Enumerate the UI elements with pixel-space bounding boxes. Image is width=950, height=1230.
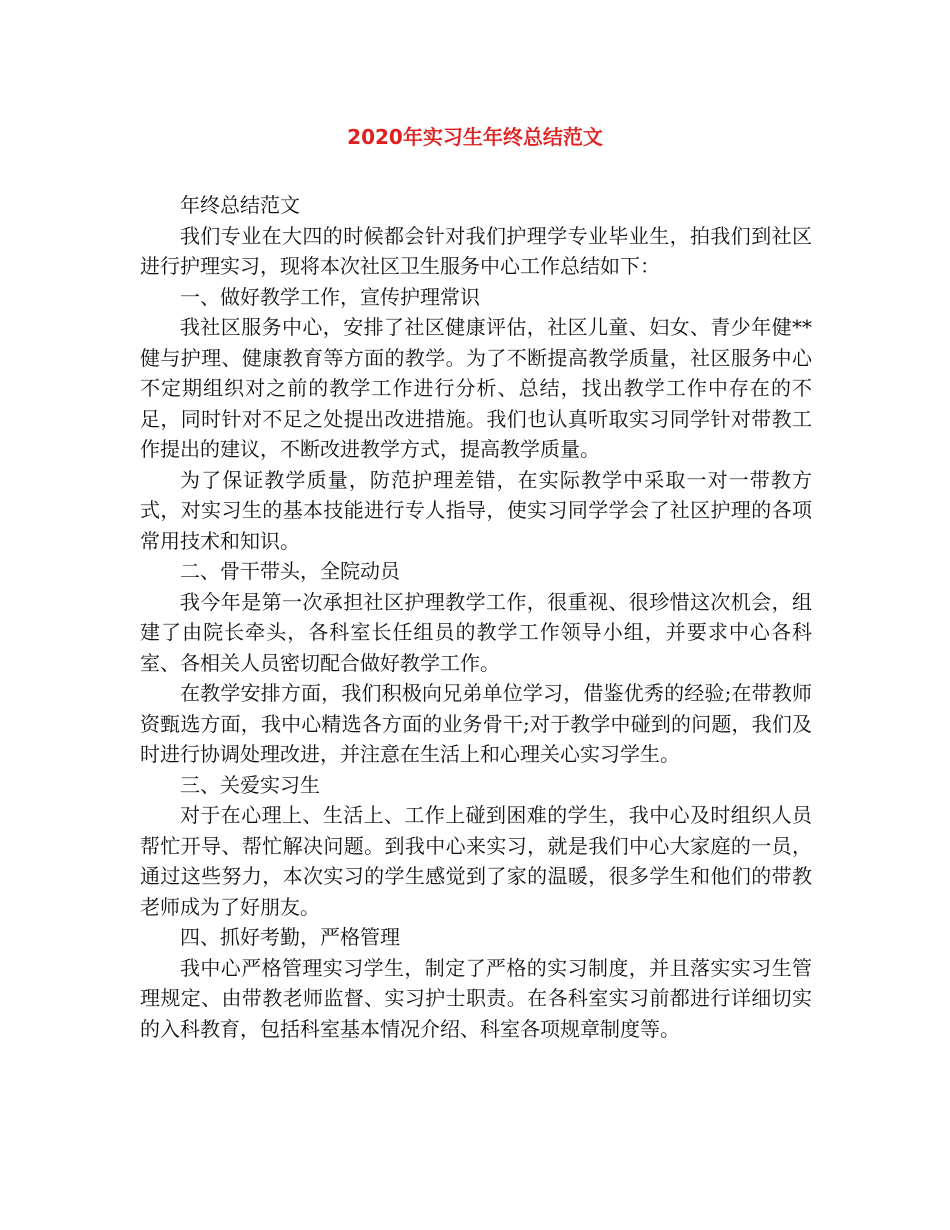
section-heading-1: 一、做好教学工作，宣传护理常识 (180, 284, 480, 309)
paragraph-management: 我中心严格管理实习学生，制定了严格的实习制度，并且落实实习生管理规定、由带教老师监督、实习护士职责。在各科室实习前都进行详细切实的入科教育，包括科室基本情况介绍、科室各项规章制度等。 (140, 955, 812, 1041)
paragraph-heading-summary: 年终总结范文 (180, 193, 300, 217)
paragraph-leadership: 我今年是第一次承担社区护理教学工作，很重视、很珍惜这次机会，组建了由院长牵头，各科室长任组员的教学工作领导小组，并要求中心各科室、各相关人员密切配合做好教学工作。 (140, 589, 812, 675)
paragraph-teaching: 我社区服务中心，安排了社区健康评估，社区儿童、妇女、青少年健**健与护理、健康教育等方面的教学。为了不断提高教学质量，社区服务中心不定期组织对之前的教学工作进行分析、总结，找出教学工作中存在的不足，同时针对不足之处提出改进措施。我们也认真听取实习同学针对带教工作提出的建议，不断改进教学方式，提高教学质量。 (140, 315, 812, 461)
paragraph-arrangement: 在教学安排方面，我们积极向兄弟单位学习，借鉴优秀的经验;在带教师资甄选方面，我中心精选各方面的业务骨干;对于教学中碰到的问题，我们及时进行协调处理改进，并注意在生活上和心理关心实习学生。 (140, 681, 812, 766)
document-title: 2020年实习生年终总结范文 (347, 125, 603, 149)
section-heading-2: 二、骨干带头，全院动员 (180, 559, 400, 583)
paragraph-care: 对于在心理上、生活上、工作上碰到困难的学生，我中心及时组织人员帮忙开导、帮忙解决问题。到我中心来实习，就是我们中心大家庭的一员，通过这些努力，本次实习的学生感觉到了家的温暖，很多学生和他们的带教老师成为了好朋友。 (140, 803, 812, 919)
section-heading-4: 四、抓好考勤，严格管理 (180, 925, 400, 949)
paragraph-intro: 我们专业在大四的时候都会针对我们护理学专业毕业生，拍我们到社区进行护理实习，现将本次社区卫生服务中心工作总结如下： (140, 223, 812, 278)
document-body (140, 190, 812, 1044)
paragraph-quality: 为了保证教学质量，防范护理差错，在实际教学中采取一对一带教方式，对实习生的基本技能进行专人指导，使实习同学学会了社区护理的各项常用技术和知识。 (140, 467, 812, 553)
section-heading-3: 三、关爱实习生 (180, 772, 320, 797)
